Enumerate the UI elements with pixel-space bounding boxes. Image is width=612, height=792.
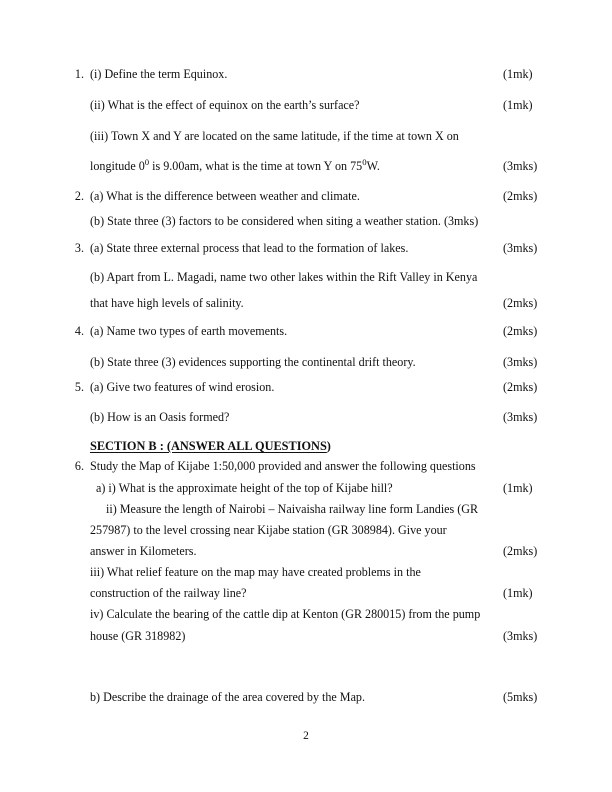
question-6a-iii-text: iii) What relief feature on the map may have created problems in the — [90, 565, 421, 579]
q1-iii-superscript-zero-2: 0 — [362, 156, 367, 167]
question-1-part-i-text: (i) Define the term Equinox. — [90, 67, 228, 81]
question-6-stem-text: Study the Map of Kijabe 1:50,000 provided and answer the following questions — [90, 459, 476, 473]
question-6a-iv-text: iv) Calculate the bearing of the cattle dip at Kenton (GR 280015) from the pump — [90, 607, 481, 621]
question-3-line-3 — [90, 297, 244, 309]
question-1-line-1 — [68, 68, 227, 80]
question-6a-iii-marks: (1mk) — [503, 586, 533, 600]
question-5-line-1 — [68, 381, 274, 393]
question-1-line-3 — [90, 130, 459, 142]
question-5-part-b-marks: (3mks) — [503, 410, 538, 424]
question-6b-text: b) Describe the drainage of the area covered by the Map. — [90, 690, 366, 704]
question-2-part-a-marks: (2mks) — [503, 189, 538, 203]
question-6a-ii-continued-line-1 — [90, 524, 447, 536]
question-6b-line — [90, 691, 365, 703]
question-2-part-a-text: (a) What is the difference between weather and climate. — [90, 189, 360, 203]
question-5-part-a-marks: (2mks) — [503, 380, 538, 394]
q1-iii-superscript-zero-1: 0 — [144, 156, 150, 167]
question-6-stem-line — [68, 460, 476, 472]
question-3-part-b-continued: that have high levels of salinity. — [90, 296, 244, 310]
section-b-heading-underlined-text: SECTION B : (ANSWER ALL QUESTIONS — [90, 439, 327, 453]
q1-iii-text-post: W. — [366, 159, 380, 173]
question-1-part-iii-text: (iii) Town X and Y are located on the same latitude, if the time at town X on — [90, 129, 459, 143]
question-4-part-b-text: (b) State three (3) evidences supporting the continental drift theory. — [90, 355, 416, 369]
question-6a-i-text: a) i) What is the approximate height of the top of Kijabe hill? — [96, 481, 393, 495]
question-2-line-1 — [68, 190, 360, 202]
question-6a-iii-continued-line — [90, 587, 247, 599]
question-3-part-a-text: (a) State three external process that lead to the formation of lakes. — [90, 241, 409, 255]
question-3-part-b-marks: (2mks) — [503, 296, 538, 310]
question-6a-iv-marks: (3mks) — [503, 629, 538, 643]
question-1-line-2 — [90, 99, 360, 111]
question-6a-iv-continued-line — [90, 630, 185, 642]
question-2-number: 2. — [74, 189, 84, 203]
question-4-line-2 — [90, 356, 416, 368]
question-6a-iv-line — [90, 608, 480, 620]
question-1-number: 1. — [74, 67, 84, 81]
question-4-part-a-text: (a) Name two types of earth movements. — [90, 324, 288, 338]
question-2-part-b-text: (b) State three (3) factors to be considered when siting a weather station. (3mks) — [90, 214, 479, 228]
q1-iii-text-pre: longitude 0 — [90, 159, 145, 173]
question-5-number: 5. — [74, 380, 84, 394]
question-5-line-2 — [90, 411, 229, 423]
question-1-part-i-marks: (1mk) — [503, 67, 533, 81]
question-6a-ii-continued-text-1: 257987) to the level crossing near Kijabe station (GR 308984). Give your — [90, 523, 447, 537]
section-b-heading — [90, 440, 331, 452]
question-6a-ii-continued-line-2 — [90, 545, 196, 557]
question-6a-ii-continued-text-2: answer in Kilometers. — [90, 544, 197, 558]
question-4-part-b-marks: (3mks) — [503, 355, 538, 369]
question-3-part-a-marks: (3mks) — [503, 241, 538, 255]
question-3-line-2 — [90, 271, 477, 283]
question-6b-marks: (5mks) — [503, 690, 538, 704]
question-6-number: 6. — [74, 459, 84, 473]
question-5-part-a-text: (a) Give two features of wind erosion. — [90, 380, 275, 394]
question-6a-iv-continued-text: house (GR 318982) — [90, 629, 186, 643]
question-1-part-ii-text: (ii) What is the effect of equinox on the earth’s surface? — [90, 98, 360, 112]
question-3-part-b-text: (b) Apart from L. Magadi, name two other lakes within the Rift Valley in Kenya — [90, 270, 478, 284]
section-b-heading-closing-paren: ) — [326, 439, 331, 453]
page-number: 2 — [303, 730, 309, 742]
question-2-line-2 — [90, 215, 478, 227]
question-1-part-iii-continued — [90, 156, 380, 173]
question-6a-i-line — [96, 482, 393, 494]
question-5-part-b-text: (b) How is an Oasis formed? — [90, 410, 230, 424]
question-1-line-4 — [90, 156, 380, 173]
question-6a-iii-line — [90, 566, 421, 578]
question-6a-iii-continued-text: construction of the railway line? — [90, 586, 247, 600]
question-1-part-ii-marks: (1mk) — [503, 98, 533, 112]
q1-iii-text-mid: is 9.00am, what is the time at town Y on 75 — [149, 159, 363, 173]
question-4-line-1 — [68, 325, 287, 337]
question-6a-i-marks: (1mk) — [503, 481, 533, 495]
question-3-number: 3. — [74, 241, 84, 255]
question-4-part-a-marks: (2mks) — [503, 324, 538, 338]
question-1-part-iii-marks: (3mks) — [503, 159, 538, 173]
question-6a-ii-text: ii) Measure the length of Nairobi – Naivaisha railway line form Landies (GR — [106, 502, 479, 516]
question-6a-ii-marks: (2mks) — [503, 544, 538, 558]
question-3-line-1 — [68, 242, 408, 254]
question-6a-ii-line — [106, 503, 478, 515]
question-4-number: 4. — [74, 324, 84, 338]
